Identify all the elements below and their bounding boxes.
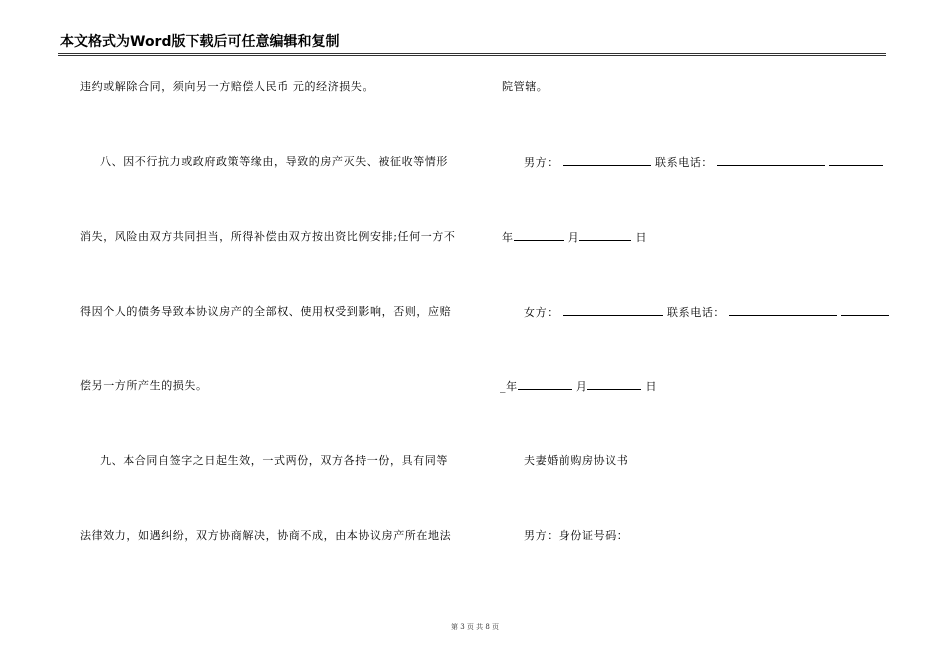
phone-label-2: 联系电话： bbox=[667, 306, 726, 319]
left-line-1: 违约或解除合同，须向另一方赔偿人民币 元的经济损失。 bbox=[80, 80, 375, 93]
agreement-title: 夫妻婚前购房协议书 bbox=[524, 454, 629, 467]
date2-month: 月 bbox=[575, 380, 588, 393]
date-line-2 bbox=[500, 379, 657, 394]
left-line-3: 消失，风险由双方共同担当，所得补偿由双方按出资比例安排;任何一方不 bbox=[80, 230, 456, 243]
date1-month-blank bbox=[579, 230, 631, 241]
phone-blank-2 bbox=[729, 305, 837, 316]
page-number: 第 3 页 共 8 页 bbox=[450, 623, 500, 631]
left-line-5: 偿另一方所产生的损失。 bbox=[80, 379, 208, 392]
left-line-7: 法律效力，如遇纠纷，双方协商解决，协商不成，由本协议房产所在地法 bbox=[80, 529, 452, 542]
date2-day: 日 bbox=[645, 380, 658, 393]
female-name-blank bbox=[563, 305, 663, 316]
date2-year-blank bbox=[518, 379, 572, 390]
left-line-4: 得因个人的债务导致本协议房产的全部权、使用权受到影响，否则，应赔 bbox=[80, 305, 452, 318]
female-label: 女方： bbox=[524, 306, 559, 319]
date2-month-blank bbox=[587, 379, 641, 390]
left-line-6: 九、本合同自签字之日起生效，一式两份，双方各持一份，具有同等 bbox=[100, 454, 448, 467]
date1-year: 年 bbox=[502, 231, 514, 244]
phone-blank-1 bbox=[717, 155, 825, 166]
header-divider bbox=[58, 53, 886, 54]
date-line-1 bbox=[502, 230, 647, 245]
male-id-label: 男方：身份证号码： bbox=[524, 529, 629, 542]
date1-month: 月 bbox=[567, 231, 580, 244]
female-signature-line bbox=[524, 305, 889, 320]
phone-label-1: 联系电话： bbox=[655, 156, 714, 169]
right-line-1: 院管辖。 bbox=[502, 80, 549, 93]
left-line-2: 八、因不行抗力或政府政策等缘由，导致的房产灭失、被征收等情形 bbox=[100, 155, 448, 168]
header-divider-secondary bbox=[58, 55, 886, 56]
date2-year: _年 bbox=[500, 380, 518, 393]
phone-blank-1b bbox=[829, 155, 883, 166]
page-header-title: 本文格式为Word版下载后可任意编辑和复制 bbox=[60, 34, 340, 50]
phone-blank-2b bbox=[841, 305, 889, 316]
male-signature-line bbox=[524, 155, 883, 170]
male-label: 男方： bbox=[524, 156, 559, 169]
date1-day: 日 bbox=[635, 231, 648, 244]
date1-year-blank bbox=[514, 230, 564, 241]
male-name-blank bbox=[563, 155, 651, 166]
